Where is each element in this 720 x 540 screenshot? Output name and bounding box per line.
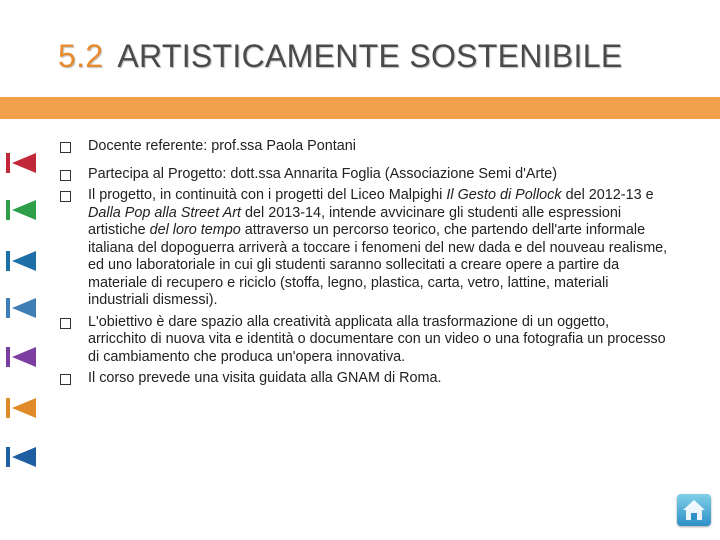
first-slide-icon[interactable] xyxy=(4,344,38,370)
bullet-text: L'obiettivo è dare spazio alla creatività applicata alla trasformazione di un oggetto, arricchito di nuova vita e identità o documentare con un video o una fotografia un processo di cambiamento che produca un'opera innovativa. xyxy=(88,313,666,365)
italic-title: Il Gesto di Pollock xyxy=(446,187,562,203)
first-slide-icon[interactable] xyxy=(4,248,38,274)
list-item xyxy=(60,166,670,184)
text-span: attraverso un percorso teorico, che partendo dell'arte informale italiana del dopoguerra arriverà a toccare i fenomeni del new dada e del nouveau realisme, ed uno laboratoriale in cui gli studenti saranno sollecitati a creare opere a partire da materiale di recupero e riciclo (stoffa, legno, plastica, carta, vetro, lattine, materiali industriali dismessi). xyxy=(88,222,668,308)
slide-title xyxy=(58,38,622,75)
italic-phrase: del loro tempo xyxy=(149,222,241,238)
bullet-list xyxy=(60,138,670,388)
first-slide-icon[interactable] xyxy=(4,197,38,223)
first-slide-icon[interactable] xyxy=(4,150,38,176)
italic-title: Dalla Pop alla Street Art xyxy=(88,204,242,221)
first-slide-icon[interactable] xyxy=(4,395,38,421)
list-item xyxy=(60,314,670,367)
bullet-square-icon xyxy=(60,374,71,385)
list-item xyxy=(60,187,670,310)
bullet-text: Partecipa al Progetto: dott.ssa Annarita Foglia (Associazione Semi d'Arte) xyxy=(88,165,558,182)
list-item xyxy=(60,138,670,156)
title-text: ARTISTICAMENTE SOSTENIBILE xyxy=(117,38,623,74)
text-span: del 2013-14, intende avvicinare gli studenti alle espressioni artistiche xyxy=(88,204,622,238)
bullet-text xyxy=(88,187,670,310)
bullet-square-icon xyxy=(60,318,71,329)
first-slide-icon[interactable] xyxy=(4,295,38,321)
list-item xyxy=(60,370,670,388)
home-button[interactable] xyxy=(677,494,711,526)
bullet-square-icon xyxy=(60,191,71,202)
home-icon xyxy=(677,494,711,526)
bullet-square-icon xyxy=(60,142,71,153)
bullet-square-icon xyxy=(60,170,71,181)
text-span: Il progetto, in continuità con i progetti del Liceo Malpighi xyxy=(88,187,447,203)
accent-bar xyxy=(0,97,720,119)
first-slide-icon[interactable] xyxy=(4,444,38,470)
title-number: 5.2 xyxy=(58,38,104,74)
text-span: del 2012-13 e xyxy=(561,187,654,203)
bullet-text: Docente referente: prof.ssa Paola Pontani xyxy=(88,138,356,154)
bullet-text: Il corso prevede una visita guidata alla GNAM di Roma. xyxy=(88,370,442,386)
